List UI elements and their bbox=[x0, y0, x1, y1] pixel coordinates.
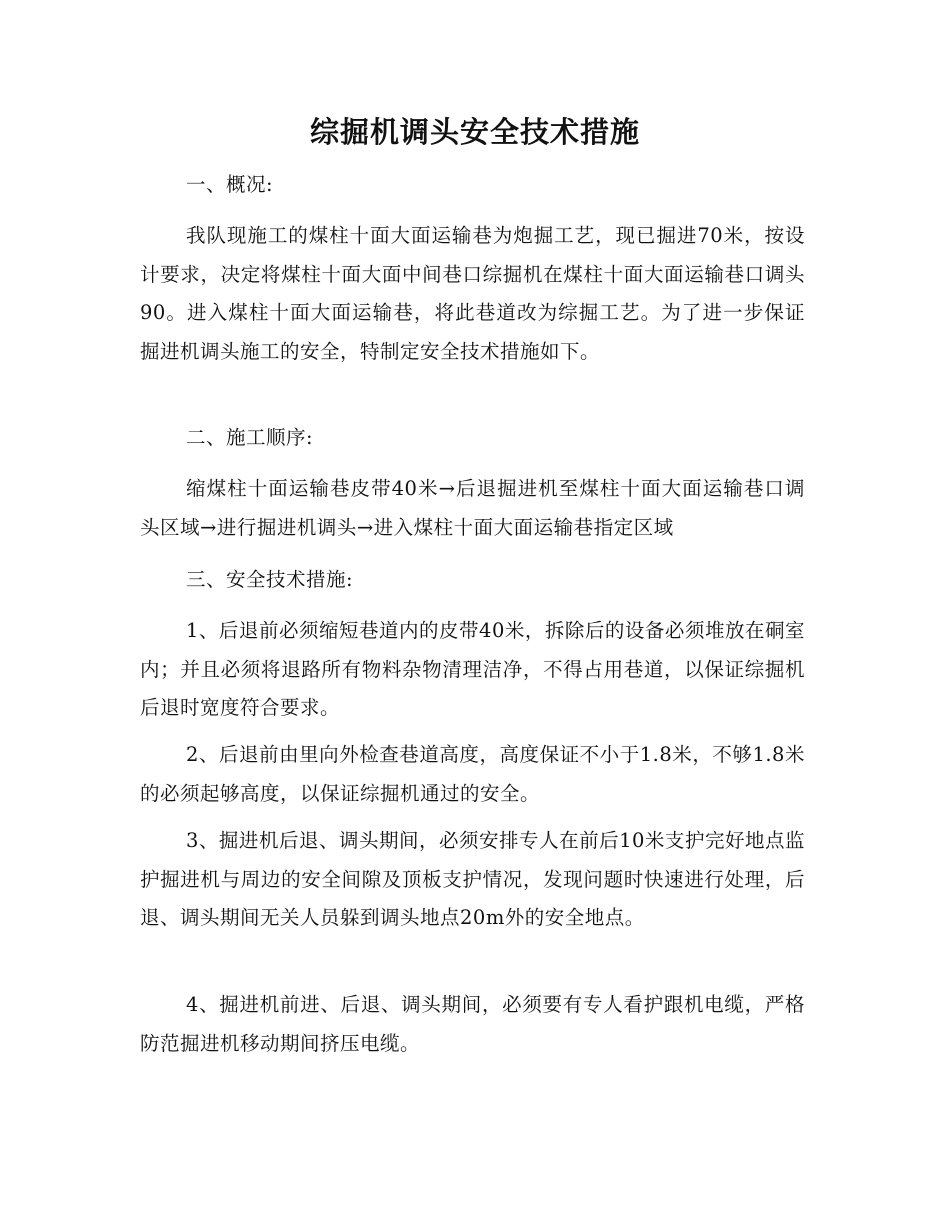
overview-paragraph: 我队现施工的煤柱十面大面运输巷为炮掘工艺，现已掘进70米，按设计要求，决定将煤柱十面大面中间巷口综掘机在煤柱十面大面运输巷口调头90。进入煤柱十面大面运输巷，将此巷道改为综掘工艺。为了进一步保证掘进机调头施工的安全，特制定安全技术措施如下。 bbox=[140, 224, 805, 363]
construction-sequence-paragraph: 缩煤柱十面运输巷皮带40米→后退掘进机至煤柱十面大面运输巷口调头区域→进行掘进机调头→进入煤柱十面大面运输巷指定区域 bbox=[140, 477, 805, 539]
document-title: 综掘机调头安全技术措施 bbox=[309, 115, 640, 149]
safety-measure-item-3: 3、掘进机后退、调头期间，必须安排专人在前后10米支护完好地点监护掘进机与周边的安全间隙及顶板支护情况，发现问题时快速进行处理，后退、调头期间无关人员躲到调头地点20m外的安全地点。 bbox=[140, 829, 805, 929]
safety-measure-item-1: 1、后退前必须缩短巷道内的皮带40米，拆除后的设备必须堆放在硐室内；并且必须将退路所有物料杂物清理洁净，不得占用巷道，以保证综掘机后退时宽度符合要求。 bbox=[140, 619, 805, 719]
section-heading-construction-sequence: 二、施工顺序: bbox=[186, 426, 314, 449]
safety-measure-item-2: 2、后退前由里向外检查巷道高度，高度保证不小于1.8米，不够1.8米的必须起够高度，以保证综掘机通过的安全。 bbox=[140, 743, 805, 805]
section-heading-overview: 一、概况: bbox=[186, 173, 274, 196]
safety-measure-item-4: 4、掘进机前进、后退、调头期间，必须要有专人看护跟机电缆，严格防范掘进机移动期间挤压电缆。 bbox=[140, 993, 805, 1055]
section-heading-safety-measures: 三、安全技术措施: bbox=[186, 568, 354, 591]
